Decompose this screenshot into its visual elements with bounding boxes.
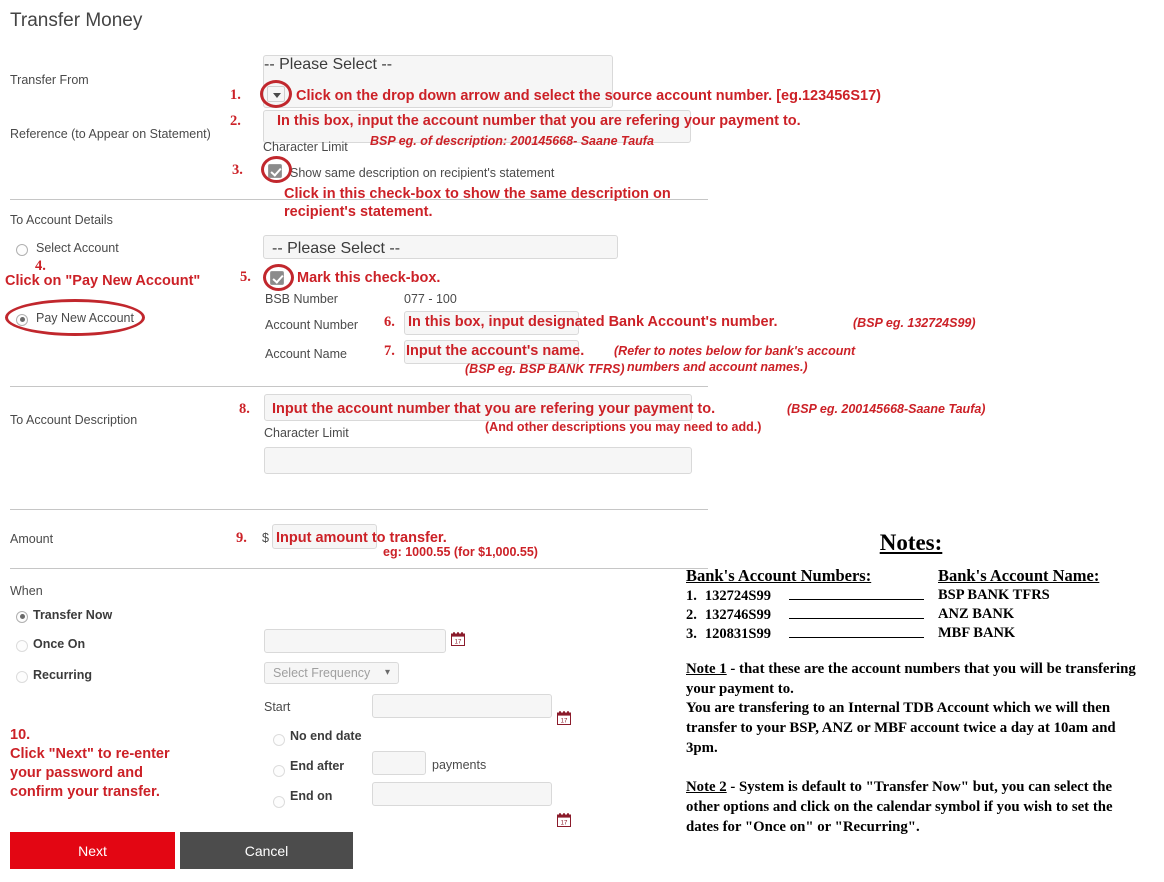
no-end-date-label: No end date <box>290 729 362 743</box>
annotation-5-text: Mark this check-box. <box>297 270 441 286</box>
reference-character-limit-label: Character Limit <box>263 140 348 154</box>
annotation-10-number: 10. <box>10 727 31 743</box>
start-date-input[interactable] <box>372 694 552 718</box>
note-2-label: Note 2 <box>686 779 727 796</box>
calendar-icon[interactable] <box>451 632 465 646</box>
annotation-4-text: Click on "Pay New Account" <box>5 273 201 289</box>
annotation-10-line3: confirm your transfer. <box>10 784 160 800</box>
cancel-button[interactable]: Cancel <box>180 832 353 869</box>
note-1 <box>686 660 1149 699</box>
svg-text:17: 17 <box>454 639 462 646</box>
page-title: Transfer Money <box>10 10 143 31</box>
notes-row-rule <box>789 637 924 638</box>
amount-currency-symbol: $ <box>262 531 269 545</box>
to-account-description-character-limit-label: Character Limit <box>264 426 349 440</box>
annotation-8-subtext2: (And other descriptions you may need to add.) <box>485 420 762 434</box>
radio-icon <box>16 611 28 623</box>
note-2-text: - System is default to "Transfer Now" but, you can select the other options and click on the calendar symbol if you wish to set the dates for "Once on" or "Recurring". <box>686 779 1113 835</box>
once-on-label: Once On <box>33 637 86 651</box>
annotation-2-number: 2. <box>230 113 241 129</box>
radio-icon <box>273 765 285 777</box>
next-button[interactable]: Next <box>10 832 175 869</box>
once-on-date-input[interactable] <box>264 629 446 653</box>
to-account-select[interactable] <box>263 235 618 259</box>
pay-new-account-label: Pay New Account <box>36 311 134 325</box>
recurring-radio[interactable] <box>16 668 28 686</box>
annotation-3-number: 3. <box>232 162 243 178</box>
notes-row-name: BSP BANK TFRS <box>938 587 1050 603</box>
bsb-number-label: BSB Number <box>265 292 338 306</box>
radio-icon <box>16 244 28 256</box>
payments-label: payments <box>432 758 487 772</box>
notes-row-num: 3. <box>686 626 697 642</box>
notes-row-rule <box>789 599 924 600</box>
when-label: When <box>10 584 43 598</box>
notes-row-num: 1. <box>686 588 697 604</box>
annotation-7-number: 7. <box>384 343 395 359</box>
divider-4 <box>10 568 708 569</box>
recurring-label: Recurring <box>33 668 93 682</box>
chevron-down-icon: ▾ <box>384 667 390 678</box>
to-account-description-input[interactable] <box>264 447 692 474</box>
notes-col1-header: Bank's Account Numbers: <box>686 566 872 585</box>
annotation-9-text: Input amount to transfer. <box>276 530 447 546</box>
annotation-1-number: 1. <box>230 87 241 103</box>
annotation-2-text: In this box, input the account number that you are refering your payment to. <box>277 113 801 129</box>
notes-title: Notes: <box>879 530 943 555</box>
select-account-label: Select Account <box>36 241 119 255</box>
annotation-3-line1: Click in this check-box to show the same description on <box>284 186 671 202</box>
no-end-date-radio[interactable] <box>273 731 285 749</box>
radio-icon <box>16 671 28 683</box>
radio-icon <box>16 640 28 652</box>
annotation-3-line2: recipient's statement. <box>284 204 433 220</box>
to-account-placeholder: -- Please Select -- <box>272 240 401 257</box>
annotation-8-subtext: (BSP eg. 200145668-Saane Taufa) <box>787 402 986 416</box>
end-after-payments-input[interactable] <box>372 751 426 775</box>
notes-panel <box>686 530 1156 837</box>
annotation-1-ellipse <box>260 80 292 108</box>
to-account-details-label: To Account Details <box>10 213 113 227</box>
notes-row <box>686 606 924 624</box>
annotation-10-line1: Click "Next" to re-enter <box>10 746 170 762</box>
annotation-6-subtext: (BSP eg. 132724S99) <box>853 316 976 330</box>
same-description-label: Show same description on recipient's statement <box>290 166 555 180</box>
annotation-9-number: 9. <box>236 530 247 546</box>
annotation-6-number: 6. <box>384 314 395 330</box>
annotation-7-text: Input the account's name. <box>406 343 585 359</box>
reference-label: Reference (to Appear on Statement) <box>10 127 211 141</box>
annotation-8-number: 8. <box>239 401 250 417</box>
transfer-now-radio[interactable] <box>16 608 28 626</box>
end-on-date-input[interactable] <box>372 782 552 806</box>
annotation-5-ellipse <box>263 264 294 291</box>
svg-text:17: 17 <box>560 820 568 827</box>
annotation-1-text: Click on the drop down arrow and select the source account number. [eg.123456S17) <box>296 88 881 104</box>
transfer-from-label: Transfer From <box>10 73 89 87</box>
annotation-4-number: 4. <box>35 258 46 274</box>
frequency-select[interactable] <box>264 662 399 684</box>
annotation-7-subtext: (BSP eg. BSP BANK TFRS) <box>465 362 625 376</box>
select-account-radio[interactable] <box>16 241 28 259</box>
bsb-number-value: 077 - 100 <box>404 292 457 306</box>
transfer-now-label: Transfer Now <box>33 608 113 622</box>
calendar-icon[interactable] <box>557 813 571 827</box>
notes-row-rule <box>789 618 924 619</box>
notes-row-name: ANZ BANK <box>938 606 1015 622</box>
notes-row <box>686 587 924 605</box>
account-number-label: Account Number <box>265 318 359 332</box>
calendar-icon[interactable] <box>557 711 571 725</box>
note-1-text: - that these are the account numbers that you will be transfering your payment to. <box>686 661 1136 697</box>
amount-label: Amount <box>10 532 54 546</box>
annotation-2-subtext: BSP eg. of description: 200145668- Saane Taufa <box>370 134 654 148</box>
notes-row-name: MBF BANK <box>938 625 1016 641</box>
end-on-radio[interactable] <box>273 793 285 811</box>
to-account-description-label: To Account Description <box>10 413 138 427</box>
annotation-10-line2: your password and <box>10 765 143 781</box>
annotation-7-side1: (Refer to notes below for bank's account <box>614 344 856 358</box>
notes-row-num: 2. <box>686 607 697 623</box>
note-1-label: Note 1 <box>686 661 727 677</box>
transfer-from-placeholder: -- Please Select -- <box>264 56 393 73</box>
annotation-8-text: Input the account number that you are refering your payment to. <box>272 401 716 417</box>
note-2 <box>686 778 1149 837</box>
annotation-9-subtext: eg: 1000.55 (for $1,000.55) <box>383 545 538 559</box>
once-on-radio[interactable] <box>16 637 28 655</box>
notes-col2-header: Bank's Account Name: <box>938 566 1100 585</box>
start-label: Start <box>264 700 291 714</box>
annotation-3-ellipse <box>261 156 292 183</box>
end-on-label: End on <box>290 789 333 803</box>
notes-row-account: 132746S99 <box>704 607 771 623</box>
radio-icon <box>273 734 285 746</box>
radio-icon <box>273 796 285 808</box>
divider-2 <box>10 386 708 387</box>
annotation-6-text: In this box, input designated Bank Account's number. <box>408 314 778 330</box>
end-after-label: End after <box>290 759 345 773</box>
notes-row <box>686 625 924 643</box>
notes-row-account: 120831S99 <box>704 626 771 642</box>
annotation-5-number: 5. <box>240 269 251 285</box>
annotation-7-side2: numbers and account names.) <box>627 360 808 374</box>
svg-text:17: 17 <box>560 718 568 725</box>
annotation-4-ellipse <box>5 299 145 336</box>
note-1-text2: You are transfering to an Internal TDB Account which we will then transfer to your BSP, ANZ or MBF account twice a day at 10am and 3pm. <box>686 700 1116 756</box>
divider-3 <box>10 509 708 510</box>
account-name-label: Account Name <box>265 347 347 361</box>
frequency-placeholder: Select Frequency <box>273 666 371 680</box>
end-after-radio[interactable] <box>273 762 285 780</box>
notes-row-account: 132724S99 <box>704 588 771 604</box>
